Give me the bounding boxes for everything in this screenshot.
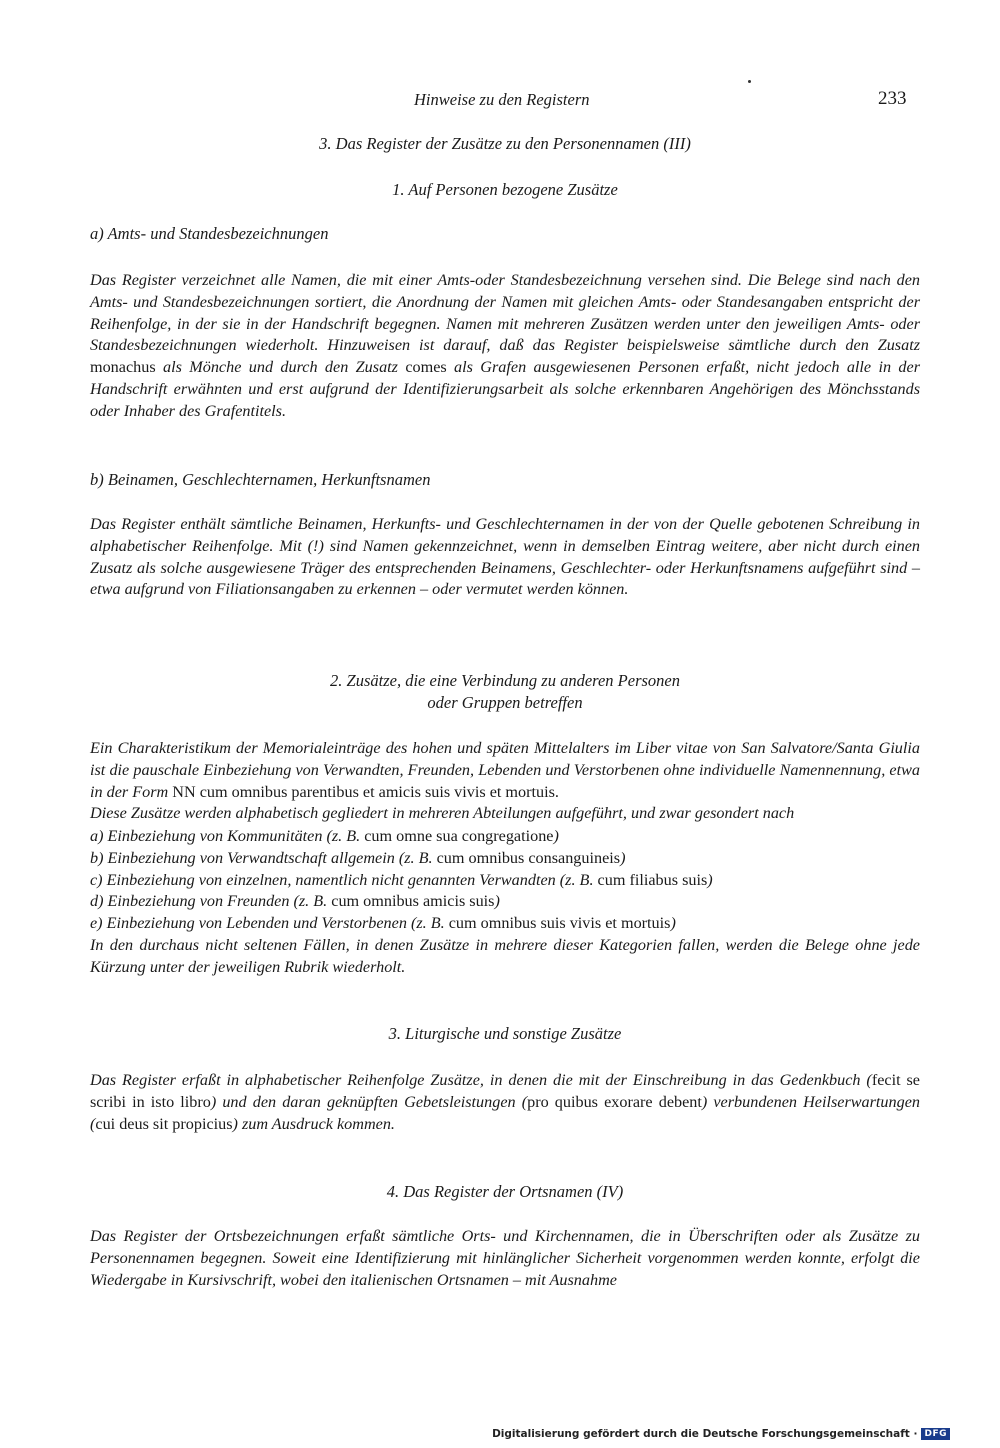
paragraph-a — [90, 270, 920, 423]
subsection-3-title: 3. Liturgische und sonstige Zusätze — [388, 1024, 622, 1043]
term-pro-quibus: pro quibus exorare debent — [527, 1092, 702, 1111]
list-item: d) Einbeziehung von Freunden (z. B. cum omnibus amicis suis) — [90, 892, 500, 911]
subsection-2-title-line2: oder Gruppen betreffen — [427, 693, 583, 712]
term-comes: comes — [405, 358, 447, 377]
term-nn-formula: NN cum omnibus parentibus et amicis suis vivis et mortuis. — [172, 782, 559, 801]
heading-b: b) Beinamen, Geschlechternamen, Herkunftsnamen — [90, 470, 431, 489]
subsection-2-title — [90, 670, 920, 714]
paragraph-2-closing: In den durchaus nicht seltenen Fällen, in denen Zusätze in mehrere dieser Kategorien fallen, werden die Belege ohne jede Kürzung unter der jeweiligen Rubrik wiederholt. — [90, 936, 920, 976]
running-head — [0, 90, 1000, 114]
section-3-title: 3. Das Register der Zusätze zu den Personennamen (III) — [319, 134, 691, 153]
paragraph-a-text-2: als Mönche und durch den Zusatz — [155, 358, 406, 377]
list-item: e) Einbeziehung von Lebenden und Verstorbenen (z. B. cum omnibus suis vivis et mortuis) — [90, 914, 676, 933]
page-number: 233 — [878, 88, 907, 109]
term-monachus: monachus — [90, 358, 156, 377]
dfg-logo: DFG — [921, 1428, 950, 1440]
paragraph-4: Das Register der Ortsbezeichnungen erfaßt sämtliche Orts- und Kirchennamen, die in Überschriften oder als Zusätze zu Personennamen begegnen. Soweit eine Identifizierung mit hinlänglicher Sicherheit vorgenommen werden konnte, erfolgt die Wiedergabe in Kursivschrift, wobei den italienischen Ortsnamen – mit Ausnahme — [90, 1227, 920, 1289]
paragraph-a-text-3: als Grafen ausgewiesenen Personen erfaßt, nicht jedoch alle in der Handschrift erwähnten und erst aufgrund der Identifizierungsarbeit als solche erkennbaren Angehörigen des Mönchsstands oder Inhaber des Grafentitels. — [90, 358, 920, 420]
list-item: a) Einbeziehung von Kommunitäten (z. B. cum omne sua congregatione) — [90, 827, 559, 845]
subsection-1-title: 1. Auf Personen bezogene Zusätze — [392, 180, 618, 199]
paragraph-a-text-1: Das Register verzeichnet alle Namen, die mit einer Amts-oder Standesbezeichnung versehen sind. Die Belege sind nach den Amts- und Standesbezeichnungen sortiert, die Anordnung der Namen mit gleichen Amts- oder Standesangaben entspricht der Reihenfolge, in der sie in der Handschrift begegnen. Namen mit mehreren Zusätzen werden unter den jeweiligen Amts- oder Standesbezeichnungen wiederholt. Hinzuweisen ist darauf, daß das Register beispielsweise sämtliche durch den Zusatz — [90, 271, 920, 355]
subsection-2-title-line1: 2. Zusätze, die eine Verbindung zu anderen Personen — [330, 671, 680, 690]
term-cui-deus: cui deus sit propicius — [95, 1114, 233, 1133]
scan-speck — [748, 80, 751, 83]
running-title: Hinweise zu den Registern — [414, 90, 590, 109]
paragraph-b: Das Register enthält sämtliche Beinamen, Herkunfts- und Geschlechternamen in der von der Quelle gebotenen Schreibung in alphabetischer Reihenfolge. Mit (!) sind Namen gekennzeichnet, wenn in demselben Eintrag weitere, aber nicht durch einen Zusatz als solche ausgewiesene Träger des entsprechenden Beinamens, Geschlechter- oder Herkunftsnamens aufgeführt sind – etwa aufgrund von Filiationsangaben zu erkennen – oder vermutet werden können. — [90, 515, 920, 599]
paragraph-3: Das Register erfaßt in alphabetischer Reihenfolge Zusätze, in denen die mit der Einschreibung in das Gedenkbuch (fecit se scribi in isto libro) und den daran geknüpften Gebetsleistungen (pro quibus exorare debent) verbundenen Heilserwartungen (cui deus sit propicius) zum Ausdruck kommen. — [90, 1071, 920, 1133]
paragraph-2-text-b: Diese Zusätze werden alphabetisch gegliedert in mehreren Abteilungen aufgeführt, und zwar gesondert nach — [90, 804, 795, 823]
category-list — [90, 826, 920, 935]
paragraph-2-text-a: Ein Charakteristikum der Memorialeinträge des hohen und späten Mittelalters im Liber vitae von San Salvatore/Santa Giulia ist die pauschale Einbeziehung von Verwandten, Freunden, Lebenden und Verstorbenen ohne individuelle Namennennung, etwa in der Form — [90, 739, 920, 801]
footer-text: Digitalisierung gefördert durch die Deutsche Forschungsgemeinschaft · — [492, 1428, 918, 1440]
heading-a: a) Amts- und Standesbezeichnungen — [90, 224, 329, 243]
section-4-title: 4. Das Register der Ortsnamen (IV) — [386, 1182, 624, 1201]
digitization-footer — [492, 1428, 950, 1440]
term-fecit: fecit se scribi in isto libro — [90, 1071, 920, 1111]
list-item: c) Einbeziehung von einzelnen, namentlich nicht genannten Verwandten (z. B. cum filiabus suis) — [90, 870, 713, 889]
paragraph-2 — [90, 738, 920, 825]
list-item: b) Einbeziehung von Verwandtschaft allgemein (z. B. cum omnibus consanguineis) — [90, 848, 626, 867]
